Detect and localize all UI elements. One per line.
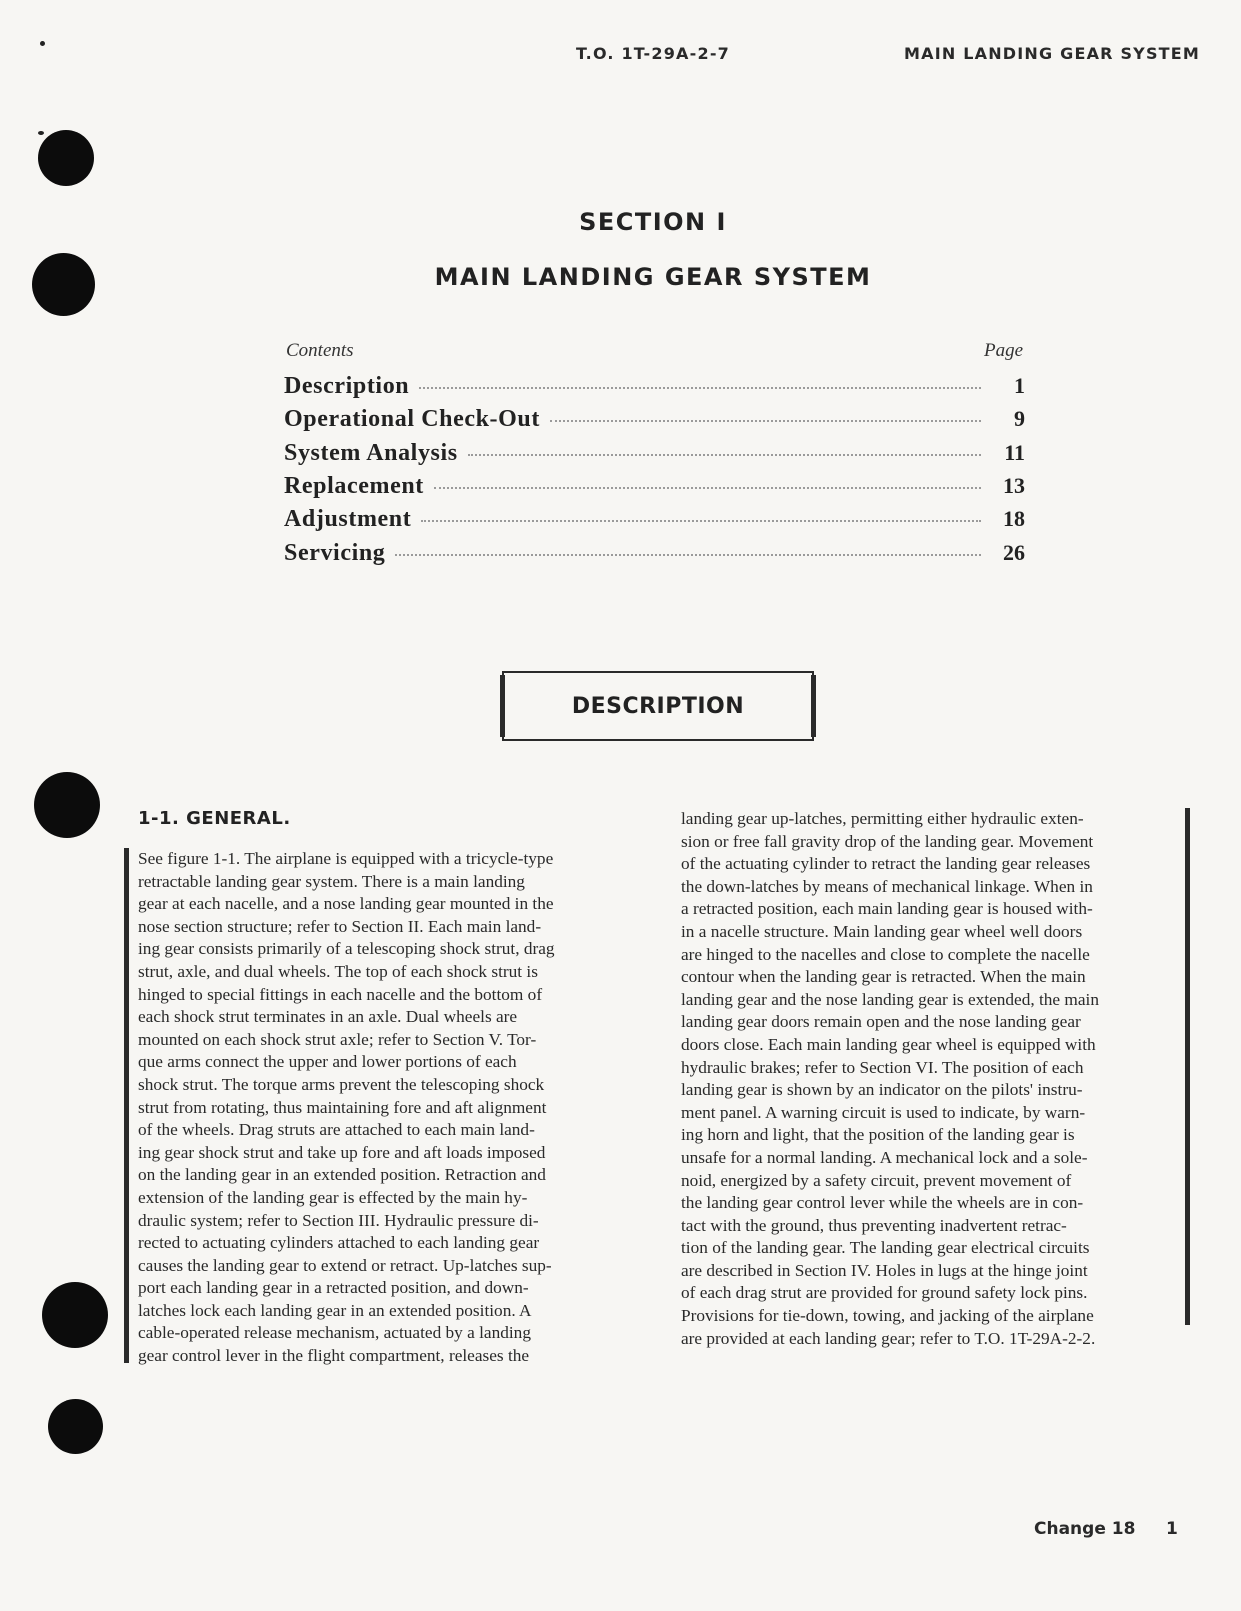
body-text-line: are hinged to the nacelles and close to complete the nacelle (681, 944, 1090, 964)
toc-entry-label: Replacement (284, 473, 424, 499)
toc-entry-page: 26 (1003, 540, 1025, 565)
body-text-line: hinged to special fittings in each nacelle and the bottom of (138, 984, 543, 1004)
box-edge-bar (811, 675, 816, 737)
body-text-line: nose section structure; refer to Section II. Each main land- (138, 916, 542, 936)
punch-hole-4 (42, 1282, 108, 1348)
toc-entry-replacement (284, 473, 1025, 506)
punch-hole-3 (34, 772, 100, 838)
body-text-line: landing gear and the nose landing gear is extended, the main (681, 989, 1099, 1009)
toc-entry-label: System Analysis (284, 440, 458, 466)
body-text-line: ing gear consists primarily of a telescoping shock strut, drag (138, 939, 555, 959)
body-text-line: noid, energized by a safety circuit, prevent movement of (681, 1170, 1072, 1190)
toc-entry-page: 13 (1003, 473, 1025, 498)
body-text-line: que arms connect the upper and lower portions of each (138, 1052, 517, 1072)
body-text-line: sion or free fall gravity drop of the landing gear. Movement (681, 831, 1094, 851)
body-text-line: of the wheels. Drag struts are attached to each main land- (138, 1120, 535, 1140)
body-text-line: shock strut. The torque arms prevent the telescoping shock (138, 1074, 545, 1094)
punch-hole-5 (48, 1399, 103, 1454)
toc-leader-dots (421, 519, 981, 522)
body-text-line: tact with the ground, thus preventing inadvertent retrac- (681, 1215, 1067, 1235)
body-text-line: Provisions for tie-down, towing, and jacking of the airplane (681, 1306, 1094, 1326)
toc-entry-servicing (284, 540, 1025, 573)
body-text-line: strut, axle, and dual wheels. The top of each shock strut is (138, 961, 538, 981)
body-text-line: strut from rotating, thus maintaining fore and aft alignment (138, 1097, 547, 1117)
toc-entry-page: 11 (1004, 440, 1025, 465)
body-text-line: latches lock each landing gear in an extended position. A (138, 1300, 532, 1320)
body-text-line: on the landing gear in an extended position. Retraction and (138, 1165, 546, 1185)
body-text-line: unsafe for a normal landing. A mechanical lock and a sole- (681, 1147, 1088, 1167)
scan-speck (38, 131, 44, 135)
body-text-left-column (138, 848, 638, 1368)
document-number: T.O. 1T-29A-2-7 (576, 44, 730, 63)
page-number: 1 (1166, 1519, 1178, 1539)
toc-entry-adjustment (284, 506, 1025, 539)
body-text-line: mounted on each shock strut axle; refer to Section V. Tor- (138, 1029, 537, 1049)
toc-entry-label: Description (284, 373, 410, 399)
body-text-line: the landing gear control lever while the wheels are in con- (681, 1193, 1084, 1213)
toc-page-label: Page (984, 340, 1024, 361)
body-text-line: retractable landing gear system. There is a main landing (138, 871, 525, 891)
punch-hole-1 (38, 130, 94, 186)
body-text-line: each shock strut terminates in an axle. Dual wheels are (138, 1007, 518, 1027)
body-text-right-column (681, 808, 1181, 1350)
paragraph-heading: 1-1. GENERAL. (138, 808, 291, 829)
body-text-line: are provided at each landing gear; refer to T.O. 1T-29A-2-2. (681, 1328, 1096, 1348)
body-text-line: contour when the landing gear is retracted. When the main (681, 967, 1086, 987)
body-text-line: ment panel. A warning circuit is used to indicate, by warn- (681, 1102, 1086, 1122)
body-text-line: landing gear up-latches, permitting either hydraulic exten- (681, 809, 1084, 828)
toc-entry-page: 18 (1003, 506, 1025, 531)
body-text-line: ing gear shock strut and take up fore and aft loads imposed (138, 1142, 546, 1162)
body-text-line: rected to actuating cylinders attached to each landing gear (138, 1233, 540, 1253)
change-bar-right (1185, 808, 1190, 1325)
body-text-line: of the actuating cylinder to retract the landing gear releases (681, 854, 1091, 874)
body-text-line: doors close. Each main landing gear wheel is equipped with (681, 1034, 1096, 1054)
body-text-line: gear control lever in the flight compartment, releases the (138, 1346, 530, 1366)
section-label: SECTION I (579, 208, 727, 236)
body-text-line: the down-latches by means of mechanical linkage. When in (681, 876, 1093, 896)
body-text-line: are described in Section IV. Holes in lugs at the hinge joint (681, 1260, 1088, 1280)
toc-entry-label: Adjustment (284, 506, 412, 532)
toc-entry-page: 1 (1014, 373, 1025, 398)
toc-entry-page: 9 (1014, 406, 1025, 431)
body-text-line: gear at each nacelle, and a nose landing gear mounted in the (138, 894, 554, 914)
toc-entry-description (284, 373, 1025, 406)
change-number: Change 18 (1034, 1519, 1136, 1539)
box-edge-bar (500, 675, 505, 737)
toc-leader-dots (419, 386, 981, 389)
toc-leader-dots (468, 453, 981, 456)
toc-entry-operational-check-out (284, 406, 1025, 439)
toc-leader-dots (550, 419, 981, 422)
running-title: MAIN LANDING GEAR SYSTEM (904, 44, 1201, 63)
toc-leader-dots (434, 486, 981, 489)
change-bar-left (124, 848, 129, 1363)
section-title: MAIN LANDING GEAR SYSTEM (434, 263, 872, 291)
description-heading-box (502, 671, 814, 741)
description-heading: DESCRIPTION (571, 693, 745, 719)
toc-contents-label: Contents (286, 340, 354, 361)
body-text-line: landing gear doors remain open and the nose landing gear (681, 1012, 1081, 1032)
body-text-line: in a nacelle structure. Main landing gear wheel well doors (681, 921, 1083, 941)
body-text-line: draulic system; refer to Section III. Hydraulic pressure di- (138, 1210, 539, 1230)
body-text-line: tion of the landing gear. The landing gear electrical circuits (681, 1238, 1090, 1258)
toc-entry-label: Operational Check-Out (284, 406, 540, 432)
body-text-line: extension of the landing gear is effected by the main hy- (138, 1187, 528, 1207)
body-text-line: port each landing gear in a retracted position, and down- (138, 1278, 529, 1298)
body-text-line: See figure 1-1. The airplane is equipped with a tricycle-type (138, 849, 554, 868)
body-text-line: hydraulic brakes; refer to Section VI. The position of each (681, 1057, 1084, 1077)
toc-entry-label: Servicing (284, 540, 386, 566)
body-text-line: landing gear is shown by an indicator on the pilots' instru- (681, 1080, 1083, 1100)
toc-entry-system-analysis (284, 440, 1025, 473)
toc-leader-dots (395, 553, 981, 556)
body-text-line: of each drag strut are provided for ground safety lock pins. (681, 1283, 1088, 1303)
body-text-line: ing horn and light, that the position of the landing gear is (681, 1125, 1075, 1145)
body-text-line: cable-operated release mechanism, actuated by a landing (138, 1323, 531, 1343)
body-text-line: causes the landing gear to extend or retract. Up-latches sup- (138, 1255, 552, 1275)
scan-speck (40, 41, 45, 46)
body-text-line: a retracted position, each main landing gear is housed with- (681, 899, 1093, 919)
